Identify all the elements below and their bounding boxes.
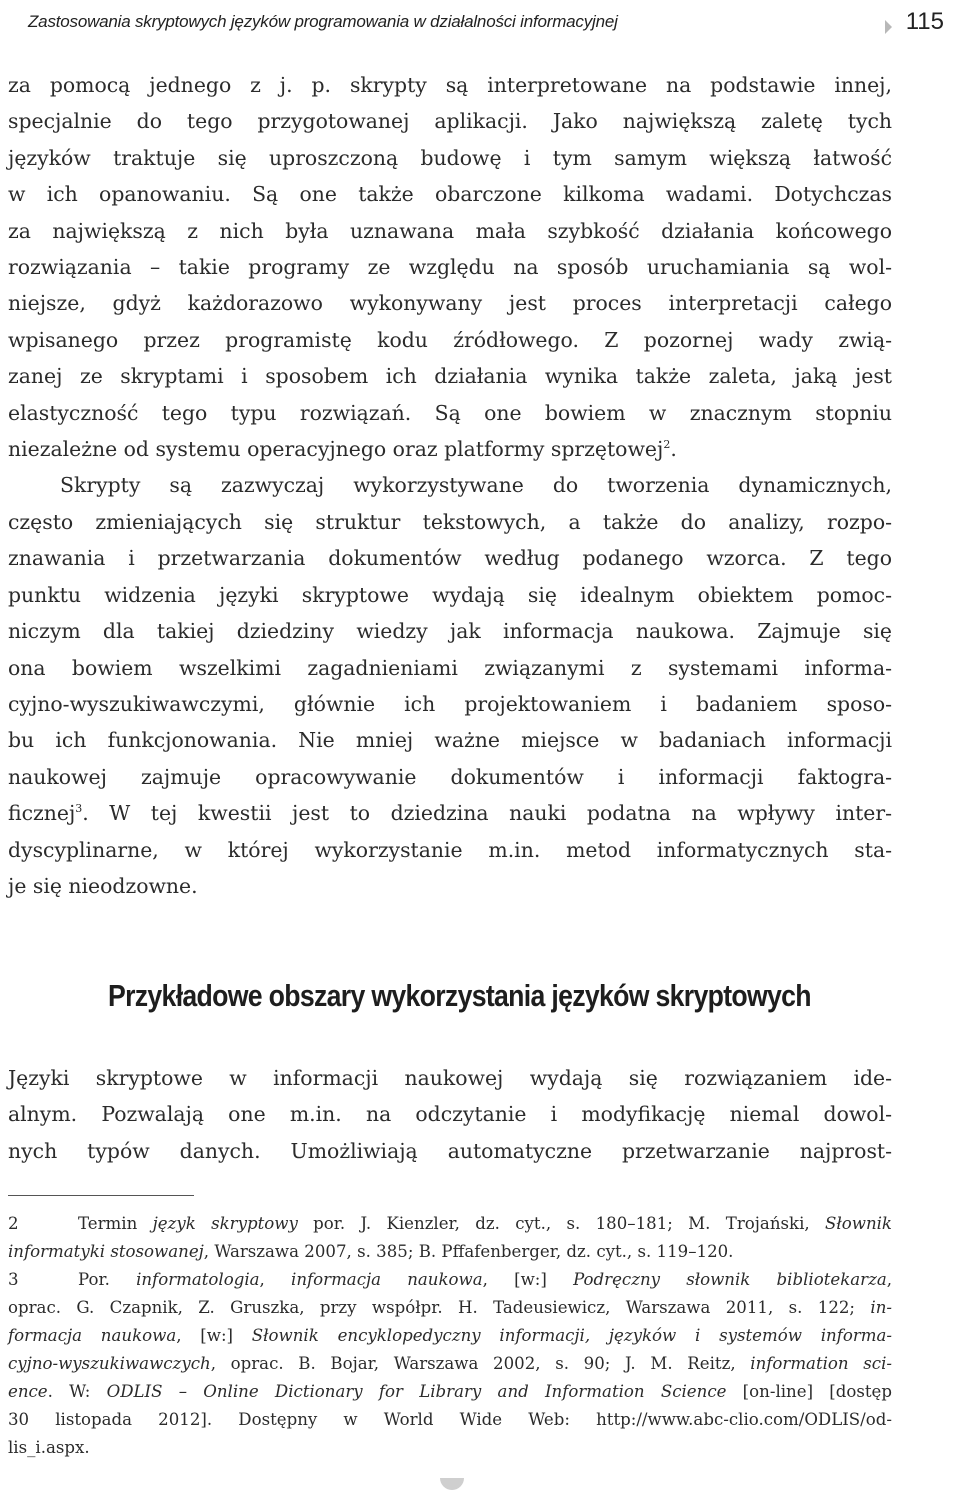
text-line: za największą z nich była uznawana mała szybkość działania końcowego bbox=[8, 218, 892, 243]
footnote-text: język skryptowy bbox=[152, 1214, 298, 1233]
footnote-text: [on-line] [dostęp bbox=[726, 1382, 892, 1401]
text-line: za pomocą jednego z j. p. skrypty są interpretowane na podstawie innej, bbox=[8, 73, 892, 97]
footnote-text: formacja naukowa bbox=[8, 1326, 177, 1345]
text-line: niczym dla takiej dziedziny wiedzy jak informacja naukowa. Zajmuje się bbox=[8, 619, 892, 644]
text-line-content: ficznej bbox=[8, 801, 76, 826]
text-line: punktu widzenia języki skryptowe wydają się idealnym obiektem pomoc- bbox=[8, 582, 892, 607]
text-line: nych typów danych. Umożliwiają automatyczne przetwarzanie najprost- bbox=[8, 1138, 892, 1163]
footnote-text: . W: bbox=[47, 1382, 107, 1401]
text-line: je się nieodzowne. bbox=[8, 873, 198, 898]
footnote-text: Termin bbox=[78, 1214, 153, 1233]
text-line: znawania i przetwarzania dokumentów według podanego wzorca. Z tego bbox=[8, 546, 892, 571]
body-text bbox=[8, 67, 892, 904]
text-line: ona bowiem wszelkimi zagadnieniami związanymi z systemami informa- bbox=[8, 655, 892, 680]
footnote-divider bbox=[8, 1195, 194, 1196]
text-line: Języki skryptowe w informacji naukowej wydają się rozwiązaniem ide- bbox=[8, 1066, 892, 1090]
text-line: niejsze, gdyż każdorazowo wykonywany jest proces interpretacji całego bbox=[8, 291, 892, 316]
section-heading: Przykładowe obszary wykorzystania języków skryptowych bbox=[108, 978, 811, 1013]
footnote-text: in- bbox=[870, 1298, 892, 1317]
text-line: w ich opanowaniu. Są one także obarczone kilkoma wadami. Dotychczas bbox=[8, 182, 892, 207]
footnote-number: 2 bbox=[8, 1214, 19, 1233]
footer-ornament-icon bbox=[440, 1478, 464, 1490]
page-marker-arrow-icon bbox=[885, 20, 892, 34]
running-title: Zastosowania skryptowych języków programowania w działalności informacyjnej bbox=[28, 12, 618, 31]
text-line-content: niezależne od systemu operacyjnego oraz platformy sprzętowej bbox=[8, 437, 664, 462]
footnote-2 bbox=[8, 1210, 892, 1238]
footnote-number: 3 bbox=[8, 1270, 19, 1289]
footnote-text: , oprac. B. Bojar, Warszawa 2002, s. 90; J. M. Reitz, bbox=[210, 1354, 751, 1373]
footnote-text: Podręczny słownik bibliotekarza bbox=[573, 1270, 887, 1289]
footnote-text: , [w:] bbox=[482, 1270, 574, 1289]
text-line: naukowej zajmuje opracowywanie dokumentów i informacji faktogra- bbox=[8, 764, 892, 789]
text-line: cyjno-wyszukiwawczymi, głównie ich projektowaniem i badaniem sposo- bbox=[8, 691, 892, 716]
footnote-text: cyjno-wyszukiwawczych bbox=[8, 1354, 211, 1373]
footnote-ref: 2 bbox=[663, 438, 671, 452]
footnote-text: , bbox=[259, 1270, 292, 1289]
text-line: języków traktuje się uproszczoną budowę i tym samym większą łatwość bbox=[8, 145, 892, 170]
footnote-text: informatyki stosowanej bbox=[8, 1242, 204, 1261]
footnote-text: ODLIS – Online Dictionary for Library and Information Science bbox=[106, 1382, 727, 1401]
footnote-text: por. J. Kienzler, dz. cyt., s. 180–181; M. Trojański, bbox=[297, 1214, 825, 1233]
footnote-text: information sci- bbox=[750, 1354, 892, 1373]
section-text bbox=[8, 1060, 892, 1169]
text-line: niezależne od systemu operacyjnego oraz platformy sprzętowej$^2$. bbox=[8, 437, 677, 462]
footnote-text: , [w:] bbox=[176, 1326, 252, 1345]
page-number: 115 bbox=[905, 8, 944, 35]
paragraph-2 bbox=[8, 467, 892, 904]
text-line: wpisanego przez programistę kodu źródłowego. Z pozornej wady zwią- bbox=[8, 327, 892, 352]
text-line-content: . W tej kwestii jest to dziedzina nauki podatna na wpływy inter- bbox=[82, 801, 892, 826]
text-line: dyscyplinarne, w której wykorzystanie m.in. metod informatycznych sta- bbox=[8, 837, 892, 862]
footnote-line bbox=[8, 1294, 892, 1322]
footnote-3 bbox=[8, 1266, 892, 1294]
text-line: Skrypty są zazwyczaj wykorzystywane do tworzenia dynamicznych, bbox=[60, 473, 892, 498]
paragraph-1 bbox=[8, 67, 892, 467]
footnote-line bbox=[8, 1378, 892, 1406]
footnote-line bbox=[8, 1238, 892, 1266]
text-line bbox=[8, 795, 892, 831]
footnote-text: Słownik encyklopedyczny informacji, języków i systemów informa- bbox=[251, 1326, 892, 1345]
footnote-text: ence bbox=[8, 1382, 48, 1401]
footnote-line bbox=[8, 1322, 892, 1350]
footnote-text: Por. bbox=[78, 1270, 137, 1289]
footnotes bbox=[8, 1210, 892, 1462]
text-line: alnym. Pozwalają one m.in. na odczytanie i modyfikację niemal dowol- bbox=[8, 1102, 892, 1127]
footnote-line bbox=[8, 1350, 892, 1378]
text-line: rozwiązania – takie programy ze względu na sposób uruchamiania są wol- bbox=[8, 255, 892, 280]
text-line: zanej ze skryptami i sposobem ich działania wynika także zaleta, jaką jest bbox=[8, 364, 892, 389]
footnote-text: , bbox=[886, 1270, 892, 1289]
running-header bbox=[10, 6, 950, 40]
footnote-text: informacja naukowa bbox=[291, 1270, 483, 1289]
text-line: często zmieniających się struktur tekstowych, a także do analizy, rozpo- bbox=[8, 509, 892, 534]
text-line: elastyczność tego typu rozwiązań. Są one bowiem w znacznym stopniu bbox=[8, 400, 892, 425]
text-line: specjalnie do tego przygotowanej aplikacji. Jako największą zaletę tych bbox=[8, 109, 892, 134]
footnote-text: oprac. G. Czapnik, Z. Gruszka, przy współpr. H. Tadeusiewicz, Warszawa 2011, s. 122; bbox=[8, 1298, 871, 1317]
footnote-text: , Warszawa 2007, s. 385; B. Pffafenberger, dz. cyt., s. 119–120. bbox=[203, 1242, 734, 1261]
footnote-line: lis_i.aspx. bbox=[8, 1438, 90, 1457]
text-line: bu ich funkcjonowania. Nie mniej ważne miejsce w badaniach informacji bbox=[8, 728, 892, 753]
footnote-ref: 3 bbox=[75, 802, 83, 816]
footnote-text: Słownik bbox=[825, 1214, 892, 1233]
footnote-text: informatologia bbox=[136, 1270, 260, 1289]
footnote-line: 30 listopada 2012]. Dostępny w World Wide Web: http://www.abc-clio.com/ODLIS/od- bbox=[8, 1410, 892, 1429]
